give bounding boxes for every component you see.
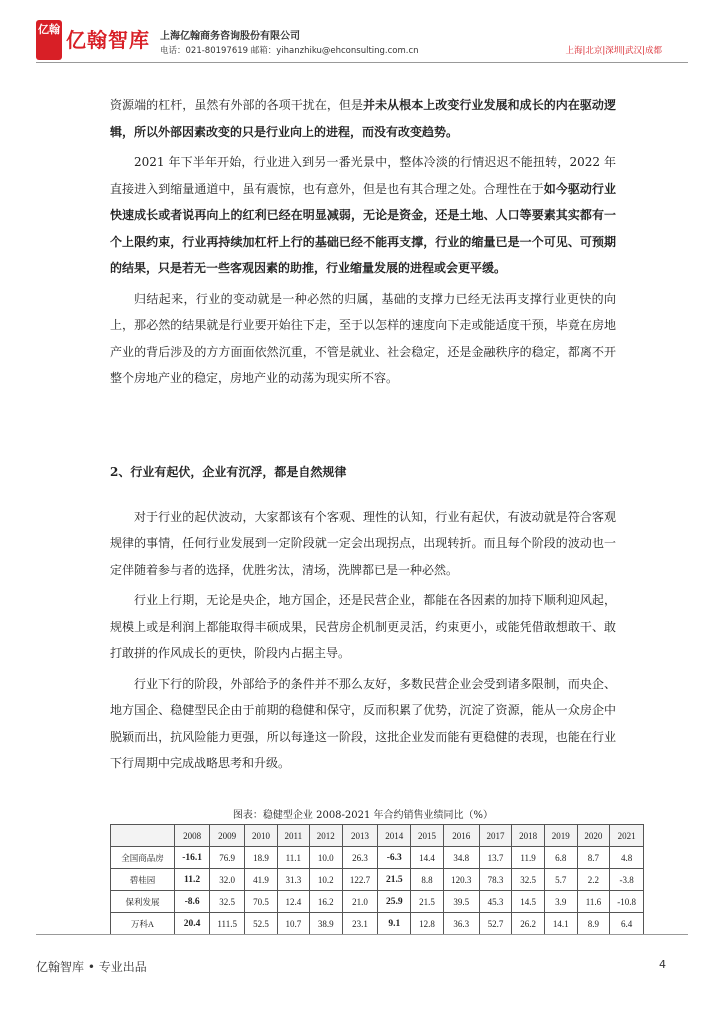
table-cell: 11.6	[577, 891, 610, 913]
contact-info: 电话：021-80197619 邮箱：yihanzhiku@ehconsulting.com.cn	[160, 46, 419, 56]
table-header-row	[111, 825, 644, 847]
table-caption: 图表：稳健型企业 2008-2021 年合约销售业绩同比（%）	[232, 810, 494, 821]
office-cities: 上海|北京|深圳|武汉|成都	[565, 46, 662, 56]
table-row	[111, 869, 644, 891]
table-year-header: 2021	[610, 825, 644, 847]
table-cell: 8.8	[411, 869, 444, 891]
table-year-header: 2019	[544, 825, 577, 847]
logo-icon: 亿翰	[36, 20, 62, 60]
table-cell: 8.9	[577, 913, 610, 935]
table-cell: 32.5	[512, 869, 545, 891]
table-cell: 70.5	[245, 891, 278, 913]
table-cell: 2.2	[577, 869, 610, 891]
table-cell: 11.9	[512, 847, 545, 869]
table-year-header: 2008	[175, 825, 210, 847]
table-cell: 78.3	[479, 869, 512, 891]
paragraph-1-emphasis: 并未从根本上改变行业发展和成长的内在驱动逻辑，所以外部因素改变的只是行业向上的进程，而没有改变趋势。	[110, 98, 616, 139]
table-cell: 9.1	[378, 913, 411, 935]
table-row	[111, 847, 644, 869]
table-row-label: 万科A	[111, 913, 175, 935]
table-cell: -3.8	[610, 869, 644, 891]
page-number: 4	[659, 958, 666, 971]
table-year-header: 2010	[245, 825, 278, 847]
table-cell: 14.5	[512, 891, 545, 913]
table-year-header: 2013	[342, 825, 378, 847]
table-year-header: 2012	[309, 825, 342, 847]
table-year-header: 2015	[411, 825, 444, 847]
document-body	[110, 92, 616, 781]
table-cell: 4.8	[610, 847, 644, 869]
table-cell: 14.1	[544, 913, 577, 935]
paragraph-1	[110, 92, 616, 145]
table-cell: 11.1	[277, 847, 309, 869]
table-year-header: 2017	[479, 825, 512, 847]
table-year-header: 2020	[577, 825, 610, 847]
table-row	[111, 913, 644, 935]
paragraph-2-emphasis: 如今驱动行业快速成长或者说再向上的红利已经在明显减弱，无论是资金，还是土地、人口等要素其实都有一个上限约束，行业再持续加杠杆上行的基础已经不能再支撑，行业的缩量已是一个可见、可预期的结果，只是若无一些客观因素的助推，行业缩量发展的进程或会更平缓。	[110, 181, 616, 275]
table-cell: 36.3	[443, 913, 479, 935]
table-cell: 6.4	[610, 913, 644, 935]
table-cell: 12.8	[411, 913, 444, 935]
header-divider	[36, 62, 688, 63]
table-year-header: 2018	[512, 825, 545, 847]
paragraph-2	[110, 149, 616, 282]
table-cell: -6.3	[378, 847, 411, 869]
table-year-header: 2009	[210, 825, 245, 847]
sales-growth-table	[110, 824, 644, 935]
table-cell: 26.3	[342, 847, 378, 869]
table-cell: 32.0	[210, 869, 245, 891]
table-cell: 122.7	[342, 869, 378, 891]
table-year-header: 2014	[378, 825, 411, 847]
table-year-header: 2011	[277, 825, 309, 847]
paragraph-5: 行业上行期，无论是央企，地方国企，还是民营企业，都能在各因素的加持下顺利迎风起，规模上或是利润上都能取得丰硕成果，民营房企机制更灵活，约束更小，或能凭借敢想敢干、敢打敢拼的作风成长的更快，阶段内占据主导。	[110, 593, 616, 660]
table-corner-cell	[111, 825, 175, 847]
table-cell: -10.8	[610, 891, 644, 913]
table-cell: 5.7	[544, 869, 577, 891]
table-cell: 20.4	[175, 913, 210, 935]
table-cell: -16.1	[175, 847, 210, 869]
table-cell: 16.2	[309, 891, 342, 913]
table-cell: 18.9	[245, 847, 278, 869]
table-cell: 3.9	[544, 891, 577, 913]
company-name: 上海亿翰商务咨询股份有限公司	[160, 31, 300, 42]
table-cell: 41.9	[245, 869, 278, 891]
table-cell: 111.5	[210, 913, 245, 935]
paragraph-1-text: 资源端的杠杆，虽然有外部的各项干扰在，但是	[110, 98, 364, 112]
page-header	[0, 0, 724, 64]
paragraph-6: 行业下行的阶段，外部给予的条件并不那么友好，多数民营企业会受到诸多限制，而央企、地方国企、稳健型民企由于前期的稳健和保守，反而积累了优势，沉淀了资源，能从一众房企中脱颖而出，抗风险能力更强，所以每逢这一阶段，这批企业发而能有更稳健的表现，也能在行业下行周期中完成战略思考和升级。	[110, 676, 616, 770]
table-cell: 6.8	[544, 847, 577, 869]
table-row	[111, 891, 644, 913]
table-cell: 25.9	[378, 891, 411, 913]
table-cell: 52.7	[479, 913, 512, 935]
table-cell: 21.5	[411, 891, 444, 913]
table-cell: 39.5	[443, 891, 479, 913]
table-cell: 10.0	[309, 847, 342, 869]
table-cell: 45.3	[479, 891, 512, 913]
paragraph-3: 归结起来，行业的变动就是一种必然的归属，基础的支撑力已经无法再支撑行业更快的向上，那必然的结果就是行业要开始往下走，至于以怎样的速度向下走或能适度干预，毕竟在房地产业的背后涉及的方方面面依然沉重，不管是就业、社会稳定，还是金融秩序的稳定，都离不开整个房地产业的稳定，房地产业的动荡为现实所不容。	[110, 291, 616, 385]
table-cell: 8.7	[577, 847, 610, 869]
table-cell: 10.2	[309, 869, 342, 891]
table-row-label: 保利发展	[111, 891, 175, 913]
table-cell: 21.0	[342, 891, 378, 913]
footer-brand: 亿翰智库 • 专业出品	[36, 960, 147, 974]
brand-name: 亿翰智库	[66, 28, 150, 52]
table-cell: 52.5	[245, 913, 278, 935]
table-cell: 12.4	[277, 891, 309, 913]
table-cell: -8.6	[175, 891, 210, 913]
table-cell: 26.2	[512, 913, 545, 935]
table-cell: 14.4	[411, 847, 444, 869]
table-cell: 120.3	[443, 869, 479, 891]
table-cell: 76.9	[210, 847, 245, 869]
table-cell: 11.2	[175, 869, 210, 891]
table-cell: 38.9	[309, 913, 342, 935]
table-cell: 31.3	[277, 869, 309, 891]
table-cell: 21.5	[378, 869, 411, 891]
table-cell: 13.7	[479, 847, 512, 869]
table-row-label: 全国商品房	[111, 847, 175, 869]
paragraph-4: 对于行业的起伏波动，大家都该有个客观、理性的认知，行业有起伏，有波动就是符合客观规律的事情，任何行业发展到一定阶段就一定会出现拐点，出现转折。而且每个阶段的波动也一定伴随着参与者的选择，优胜劣汰，清场，洗牌都已是一种必然。	[110, 509, 616, 577]
table-cell: 34.8	[443, 847, 479, 869]
footer-divider	[36, 934, 688, 935]
table-row-label: 碧桂园	[111, 869, 175, 891]
section-heading: 2、行业有起伏，企业有沉浮，都是自然规律	[110, 464, 347, 479]
table-cell: 10.7	[277, 913, 309, 935]
paragraph-2-text: 2021 年下半年开始，行业进入到另一番光景中，整体冷淡的行情迟迟不能扭转，2022 年直接进入到缩量通道中，虽有震惊，也有意外，但是也有其合理之处。合理性在于	[110, 155, 616, 196]
table-cell: 32.5	[210, 891, 245, 913]
table-year-header: 2016	[443, 825, 479, 847]
table-cell: 23.1	[342, 913, 378, 935]
